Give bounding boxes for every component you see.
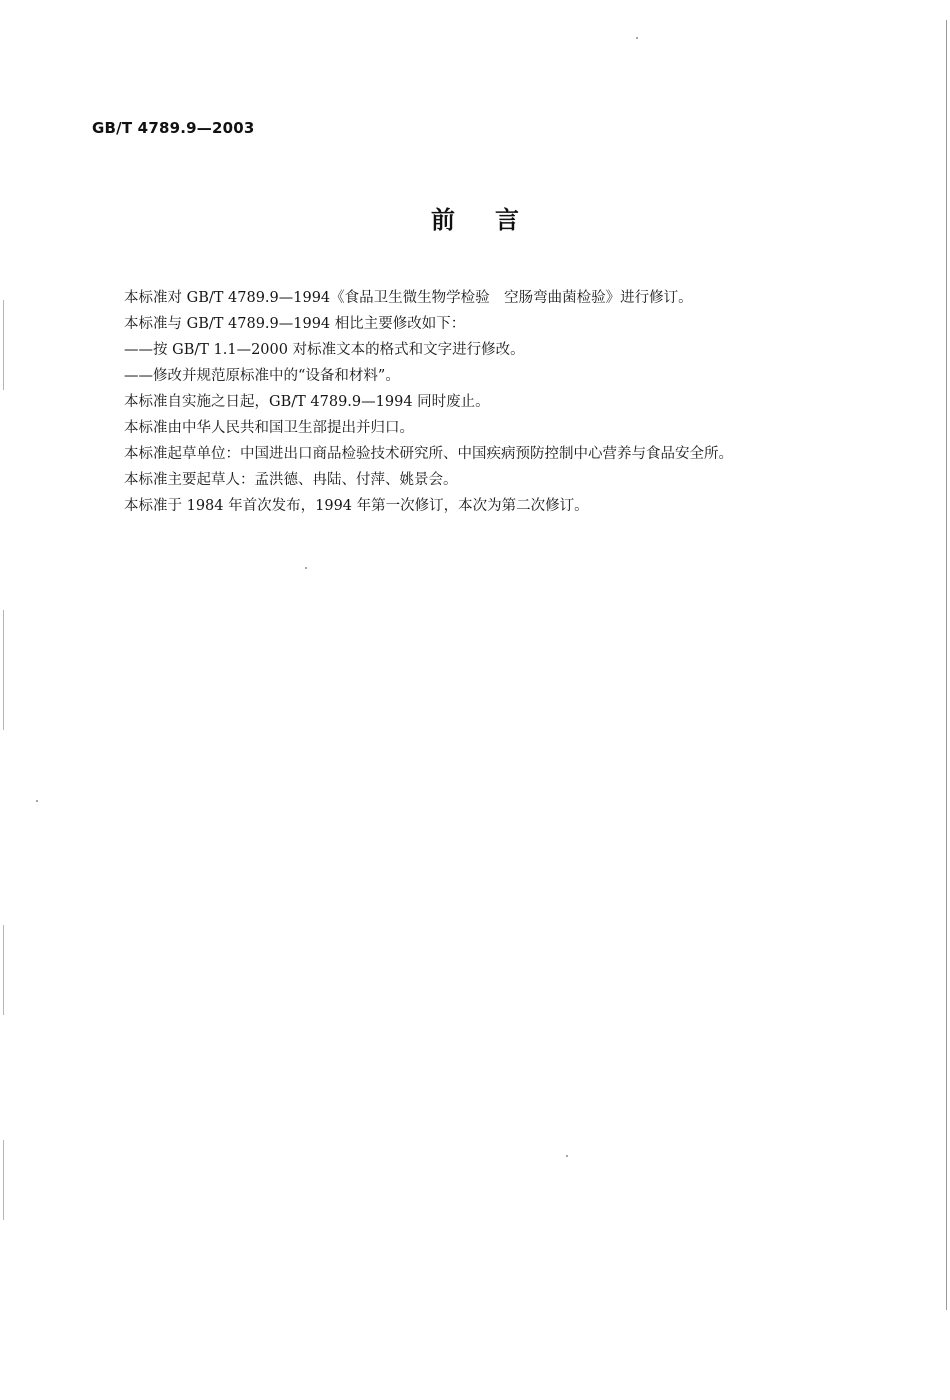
scan-edge-line — [3, 925, 4, 1015]
scan-edge-line — [3, 300, 4, 390]
paragraph: 本标准对 GB/T 4789.9—1994《食品卫生微生物学检验 空肠弯曲菌检验》进行修订。 — [124, 290, 693, 306]
scan-edge-line — [3, 1140, 4, 1220]
scan-speck — [636, 37, 638, 39]
standard-number: GB/T 4789.9—2003 — [92, 119, 255, 137]
page-title: 前言 — [431, 206, 559, 234]
paragraph: 本标准自实施之日起，GB/T 4789.9—1994 同时废止。 — [124, 394, 490, 410]
paragraph: 本标准与 GB/T 4789.9—1994 相比主要修改如下： — [124, 316, 466, 332]
paragraph: 本标准主要起草人：孟洪德、冉陆、付萍、姚景会。 — [124, 472, 458, 488]
scan-edge-line — [3, 610, 4, 730]
scan-speck — [566, 1155, 568, 1157]
paragraph: 本标准由中华人民共和国卫生部提出并归口。 — [124, 420, 414, 436]
scan-speck — [305, 567, 307, 569]
paragraph: 本标准起草单位：中国进出口商品检验技术研究所、中国疾病预防控制中心营养与食品安全所。 — [124, 446, 733, 462]
scan-speck — [36, 800, 38, 802]
paragraph: ——修改并规范原标准中的“设备和材料”。 — [124, 368, 400, 384]
foreword-body — [124, 285, 904, 519]
paragraph: 本标准于 1984 年首次发布，1994 年第一次修订，本次为第二次修订。 — [124, 498, 589, 514]
paragraph: ——按 GB/T 1.1—2000 对标准文本的格式和文字进行修改。 — [124, 342, 525, 358]
